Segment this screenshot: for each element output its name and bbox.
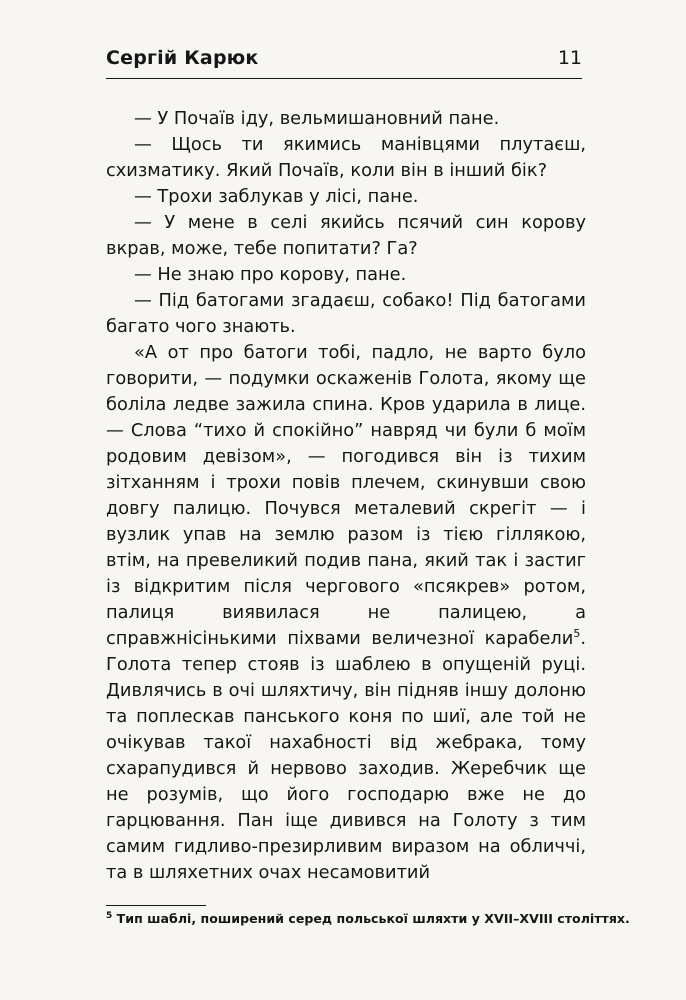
paragraph: — Під батогами згадаєш, собако! Під батогами багато чого знають. <box>106 290 586 337</box>
paragraph-text-continued: . Голота тепер стояв із шаблею в опущеній руці. Дивлячись в очі шляхтичу, він підняв іншу долоню та поплескав панського коня по шиї, але той не очікував такої нахабності від жебрака, тому схарапудився й нервово заходив. Жеребчик ще не розумів, що його господарю вже не до гарцювання. Пан іще дивився на Голоту з тим самим гидливо-презирливим виразом на обличчі, та в шляхетних очах несамовитий <box>106 628 586 883</box>
paragraph: — Щось ти якимись манівцями плутаєш, схизматику. Який Почаїв, коли він в інший бік? <box>106 134 586 181</box>
paragraph: — Трохи заблукав у лісі, пане. <box>134 186 419 207</box>
footnote <box>106 910 630 928</box>
paragraph-long <box>106 340 586 886</box>
paragraph: — У мене в селі якийсь псячий син корову вкрав, може, тебе попитати? Га? <box>106 212 586 259</box>
author-name: Сергій Карюк <box>106 47 259 69</box>
paragraph-text: «А от про батоги тобі, падло, не варто було говорити, — подумки оскаженів Голота, якому ще боліла ледве зажила спина. Кров ударила в лице. — Слова “тихо й спокійно” навряд чи були б моїм родовим девізом», — погодився він із тихим зітханням і трохи повів плечем, скинувши свою довгу палицю. Почувся металевий скрегіт — і вузлик упав на землю разом із тією гіллякою, втім, на превеликий подив пана, який так і застиг із відкритим після чергового «псякрев» ротом, палиця виявилася не палицею, а справжнісінькими піхвами величезної карабели <box>106 342 586 649</box>
paragraph: — Не знаю про корову, пане. <box>134 264 407 285</box>
page-number: 11 <box>557 47 582 69</box>
header-divider <box>106 78 582 79</box>
paragraph: — У Почаїв іду, вельмишановний пане. <box>134 108 500 129</box>
running-header <box>106 44 582 74</box>
footnote-text: Тип шаблі, поширений серед польської шляхти у XVII–XVIII століттях. <box>112 911 630 926</box>
footnote-reference[interactable]: 5 <box>573 627 581 641</box>
footnote-divider <box>106 905 206 906</box>
main-text <box>106 106 586 886</box>
footnote-marker: 5 <box>106 910 113 921</box>
